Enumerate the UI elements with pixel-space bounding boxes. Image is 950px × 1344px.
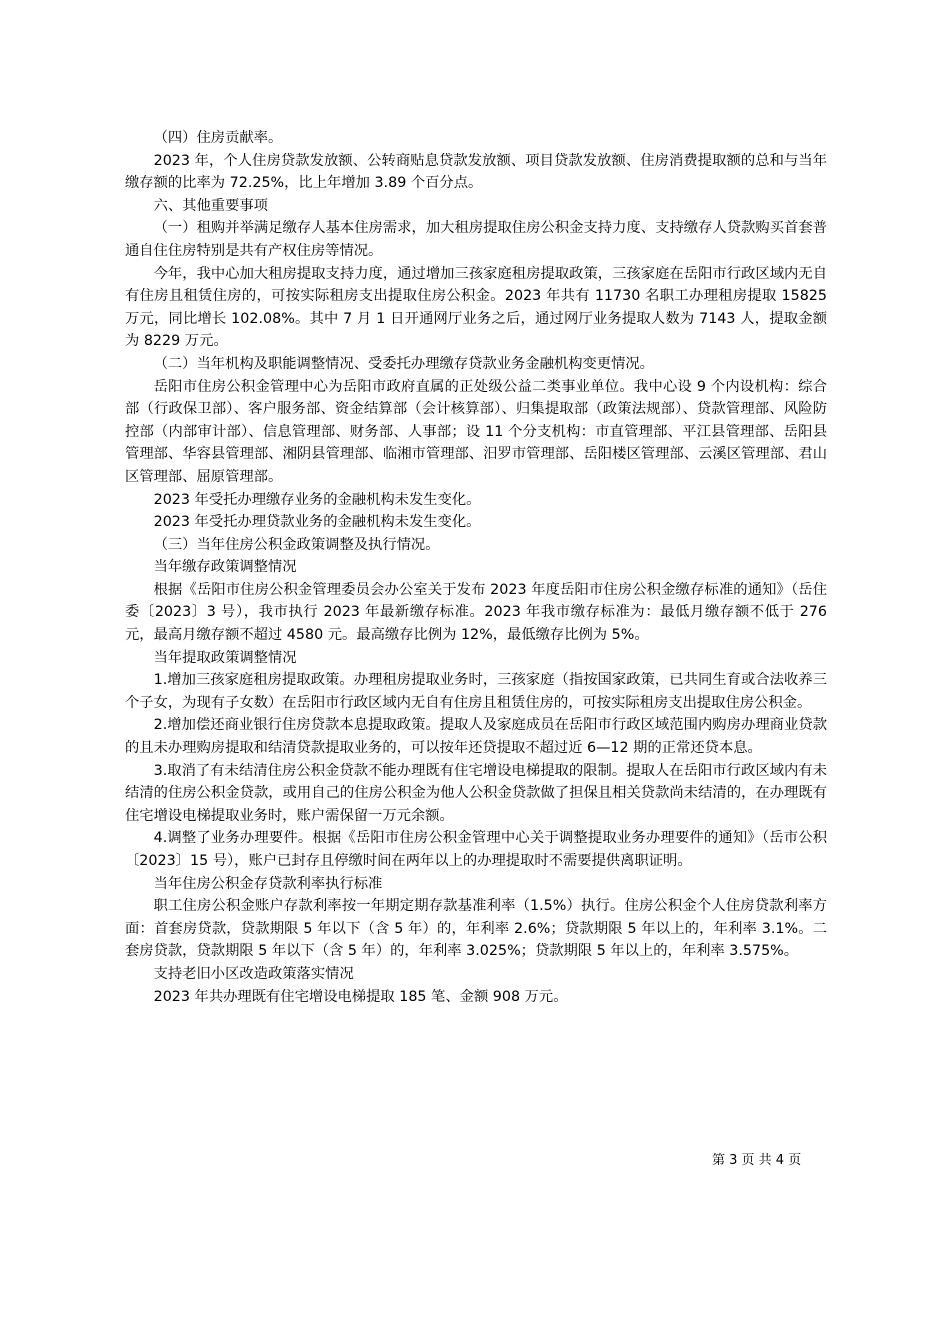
- paragraph-rent-withdrawal: 今年，我中心加大租房提取支持力度，通过增加三孩家庭租房提取政策，三孩家庭在岳阳市行政区域内无自有住房且租赁住房的，可按实际租房支出提取住房公积金。2023 年共有 11730 名职工办理租房提取 15825 万元，同比增长 102.08%。其中 7 月 1 日开通网厅业务之后，通过网厅业务提取人数为 7143 人，提取金额为 8229 万元。: [125, 265, 827, 350]
- document-body: [125, 127, 827, 1008]
- subheading-institution-adjustment: （二）当年机构及职能调整情况、受委托办理缴存贷款业务金融机构变更情况。: [153, 355, 654, 372]
- section-heading-other-matters: 六、其他重要事项: [153, 197, 268, 214]
- subheading-rent-and-purchase: （一）租购并举满足缴存人基本住房需求，加大租房提取住房公积金支持力度、支持缴存人贷款购买首套普通自住住房特别是共有产权住房等情况。: [125, 220, 827, 259]
- paragraph-loan-banks-unchanged: 2023 年受托办理贷款业务的金融机构未发生变化。: [153, 514, 481, 531]
- paragraph-deposit-standard: 根据《岳阳市住房公积金管理委员会办公室关于发布 2023 年度岳阳市住房公积金缴存标准的通知》（岳住委〔2023〕3 号），我市执行 2023 年最新缴存标准。2023 年我市缴存标准为：最低月缴存额不低于 276 元，最高月缴存额不超过 4580 元。最高缴存比例为 12%，最低缴存比例为 5%。: [125, 581, 827, 644]
- paragraph-institution-structure: 岳阳市住房公积金管理中心为岳阳市政府直属的正处级公益二类事业单位。我中心设 9 个内设机构：综合部（行政保卫部）、客户服务部、资金结算部（会计核算部）、归集提取部（政策法规部）、贷款管理部、风险防控部（内部审计部）、信息管理部、财务部、人事部；设 11 个分支机构：市直管理部、平江县管理部、岳阳县管理部、华容县管理部、湘阴县管理部、临湘市管理部、汨罗市管理部、岳阳楼区管理部、云溪区管理部、君山区管理部、屈原管理部。: [125, 378, 827, 485]
- paragraph-elevator-withdrawal: 2023 年共办理既有住宅增设电梯提取 185 笔、金额 908 万元。: [153, 988, 568, 1005]
- subheading-deposit-policy: 当年缴存政策调整情况: [153, 559, 297, 576]
- paragraph-interest-rates: 职工住房公积金账户存款利率按一年期定期存款基准利率（1.5%）执行。住房公积金个人住房贷款利率方面：首套房贷款，贷款期限 5 年以下（含 5 年）的，年利率 2.6%；贷款期限 5 年以上的，年利率 3.1%。二套房贷款，贷款期限 5 年以下（含 5 年）的，年利率 3.025%；贷款期限 5 年以上的，年利率 3.575%。: [125, 898, 827, 960]
- paragraph-withdrawal-item-4: 4.调整了业务办理要件。根据《岳阳市住房公积金管理中心关于调整提取业务办理要件的通知》（岳市公积〔2023〕15 号），账户已封存且停缴时间在两年以上的办理提取时不需要提供离职证明。: [125, 830, 827, 869]
- subheading-interest-rate: 当年住房公积金存贷款利率执行标准: [153, 875, 383, 892]
- paragraph-withdrawal-item-1: 1.增加三孩家庭租房提取政策。办理租房提取业务时，三孩家庭（指按国家政策，已共同生育或合法收养三个子女，为现有子女数）在岳阳市行政区域内无自有住房且租赁住房的，可按实际租房支出提取住房公积金。: [125, 672, 827, 711]
- section-heading-housing-contribution-rate: （四）住房贡献率。: [153, 130, 283, 146]
- subheading-policy-adjustment: （三）当年住房公积金政策调整及执行情况。: [153, 536, 440, 553]
- subheading-old-community-renovation: 支持老旧小区改造政策落实情况: [153, 965, 354, 982]
- paragraph-withdrawal-item-3: 3.取消了有未结清住房公积金贷款不能办理既有住宅增设电梯提取的限制。提取人在岳阳市行政区域内有未结清的住房公积金贷款，或用自己的住房公积金为他人公积金贷款做了担保且相关贷款尚未结清的，在办理既有住宅增设电梯提取业务时，账户需保留一万元余额。: [125, 762, 827, 824]
- paragraph-deposit-banks-unchanged: 2023 年受托办理缴存业务的金融机构未发生变化。: [153, 491, 481, 508]
- page-number: 第 3 页 共 4 页: [712, 1153, 802, 1168]
- paragraph-withdrawal-item-2: 2.增加偿还商业银行住房贷款本息提取政策。提取人及家庭成员在岳阳市行政区域范围内购房办理商业贷款的且未办理购房提取和结清贷款提取业务的，可以按年还贷提取不超过近 6—12 期的正常还贷本息。: [125, 717, 827, 757]
- subheading-withdrawal-policy: 当年提取政策调整情况: [153, 649, 297, 666]
- paragraph-contribution-ratio: 2023 年，个人住房贷款发放额、公转商贴息贷款发放额、项目贷款发放额、住房消费提取额的总和与当年缴存额的比率为 72.25%，比上年增加 3.89 个百分点。: [125, 152, 827, 192]
